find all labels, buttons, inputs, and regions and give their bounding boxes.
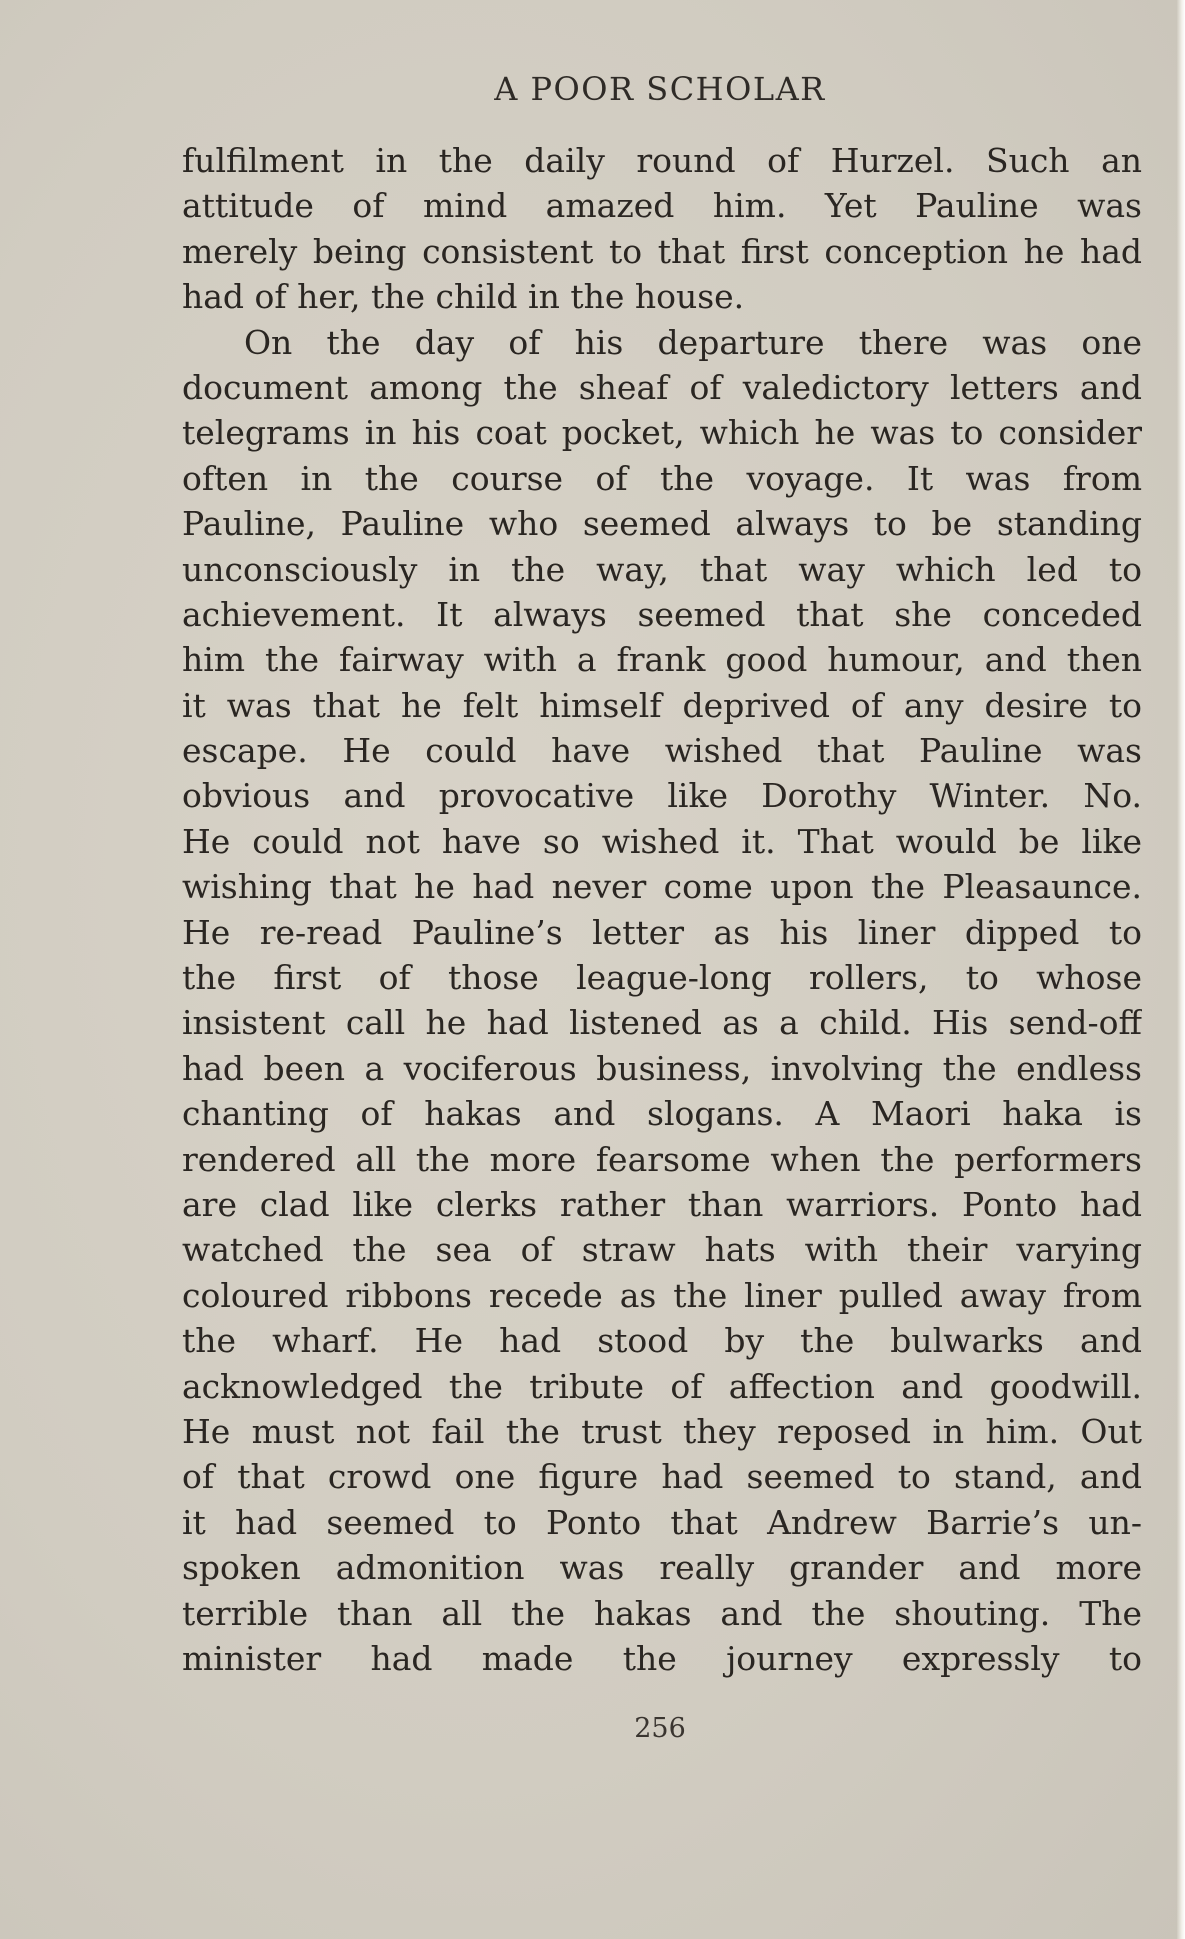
text-line: terrible than all the hakas and the shouting. The bbox=[182, 1593, 1142, 1633]
text-line: escape. He could have wished that Pauline was bbox=[182, 731, 1142, 771]
text-line: merely being consistent to that first conception he had bbox=[182, 231, 1142, 271]
text-line: wishing that he had never come upon the Pleasaunce. bbox=[182, 867, 1142, 907]
text-line: insistent call he had listened as a child. His send-off bbox=[182, 1003, 1142, 1043]
page-edge bbox=[1177, 0, 1185, 1939]
text-line: rendered all the more fearsome when the performers bbox=[182, 1139, 1142, 1179]
text-line: On the day of his departure there was one bbox=[244, 322, 1142, 362]
text-line: spoken admonition was really grander and more bbox=[182, 1548, 1142, 1588]
text-line: fulfilment in the daily round of Hurzel. Such an bbox=[182, 141, 1142, 180]
text-line: it was that he felt himself deprived of any desire to bbox=[182, 685, 1142, 725]
text-line: attitude of mind amazed him. Yet Pauline was bbox=[182, 186, 1142, 226]
text-line: acknowledged the tribute of affection and goodwill. bbox=[182, 1366, 1142, 1406]
text-line: unconsciously in the way, that way which led to bbox=[182, 549, 1142, 589]
text-line: minister had made the journey expressly to bbox=[182, 1638, 1142, 1678]
text-line: are clad like clerks rather than warriors. Ponto had bbox=[182, 1184, 1142, 1224]
text-line: often in the course of the voyage. It was from bbox=[182, 458, 1142, 498]
page-number: 256 bbox=[634, 1713, 686, 1744]
text-line: telegrams in his coat pocket, which he was to consider bbox=[182, 413, 1142, 453]
text-line: it had seemed to Ponto that Andrew Barrie’s un- bbox=[182, 1502, 1142, 1542]
text-line: had of her, the child in the house. bbox=[182, 277, 745, 317]
running-head: A POOR SCHOLAR bbox=[494, 70, 826, 108]
body-text bbox=[182, 138, 1142, 1681]
text-line: achievement. It always seemed that she conceded bbox=[182, 594, 1142, 634]
text-line: obvious and provocative like Dorothy Winter. No. bbox=[182, 776, 1142, 816]
text-line: of that crowd one figure had seemed to stand, and bbox=[182, 1457, 1142, 1497]
text-line: him the fairway with a frank good humour, and then bbox=[182, 640, 1142, 680]
text-line: watched the sea of straw hats with their varying bbox=[182, 1230, 1142, 1270]
text-line: the wharf. He had stood by the bulwarks and bbox=[182, 1321, 1142, 1361]
text-line: He must not fail the trust they reposed in him. Out bbox=[182, 1411, 1142, 1451]
text-line: Pauline, Pauline who seemed always to be standing bbox=[182, 504, 1142, 544]
text-line: chanting of hakas and slogans. A Maori haka is bbox=[182, 1094, 1142, 1134]
text-line: He re-read Pauline’s letter as his liner dipped to bbox=[182, 912, 1142, 952]
text-line: coloured ribbons recede as the liner pulled away from bbox=[182, 1275, 1142, 1315]
text-line: document among the sheaf of valedictory letters and bbox=[182, 367, 1142, 407]
text-line: had been a vociferous business, involving the endless bbox=[182, 1048, 1142, 1088]
text-line: He could not have so wished it. That would be like bbox=[182, 821, 1142, 861]
text-line: the first of those league-long rollers, to whose bbox=[182, 958, 1142, 998]
